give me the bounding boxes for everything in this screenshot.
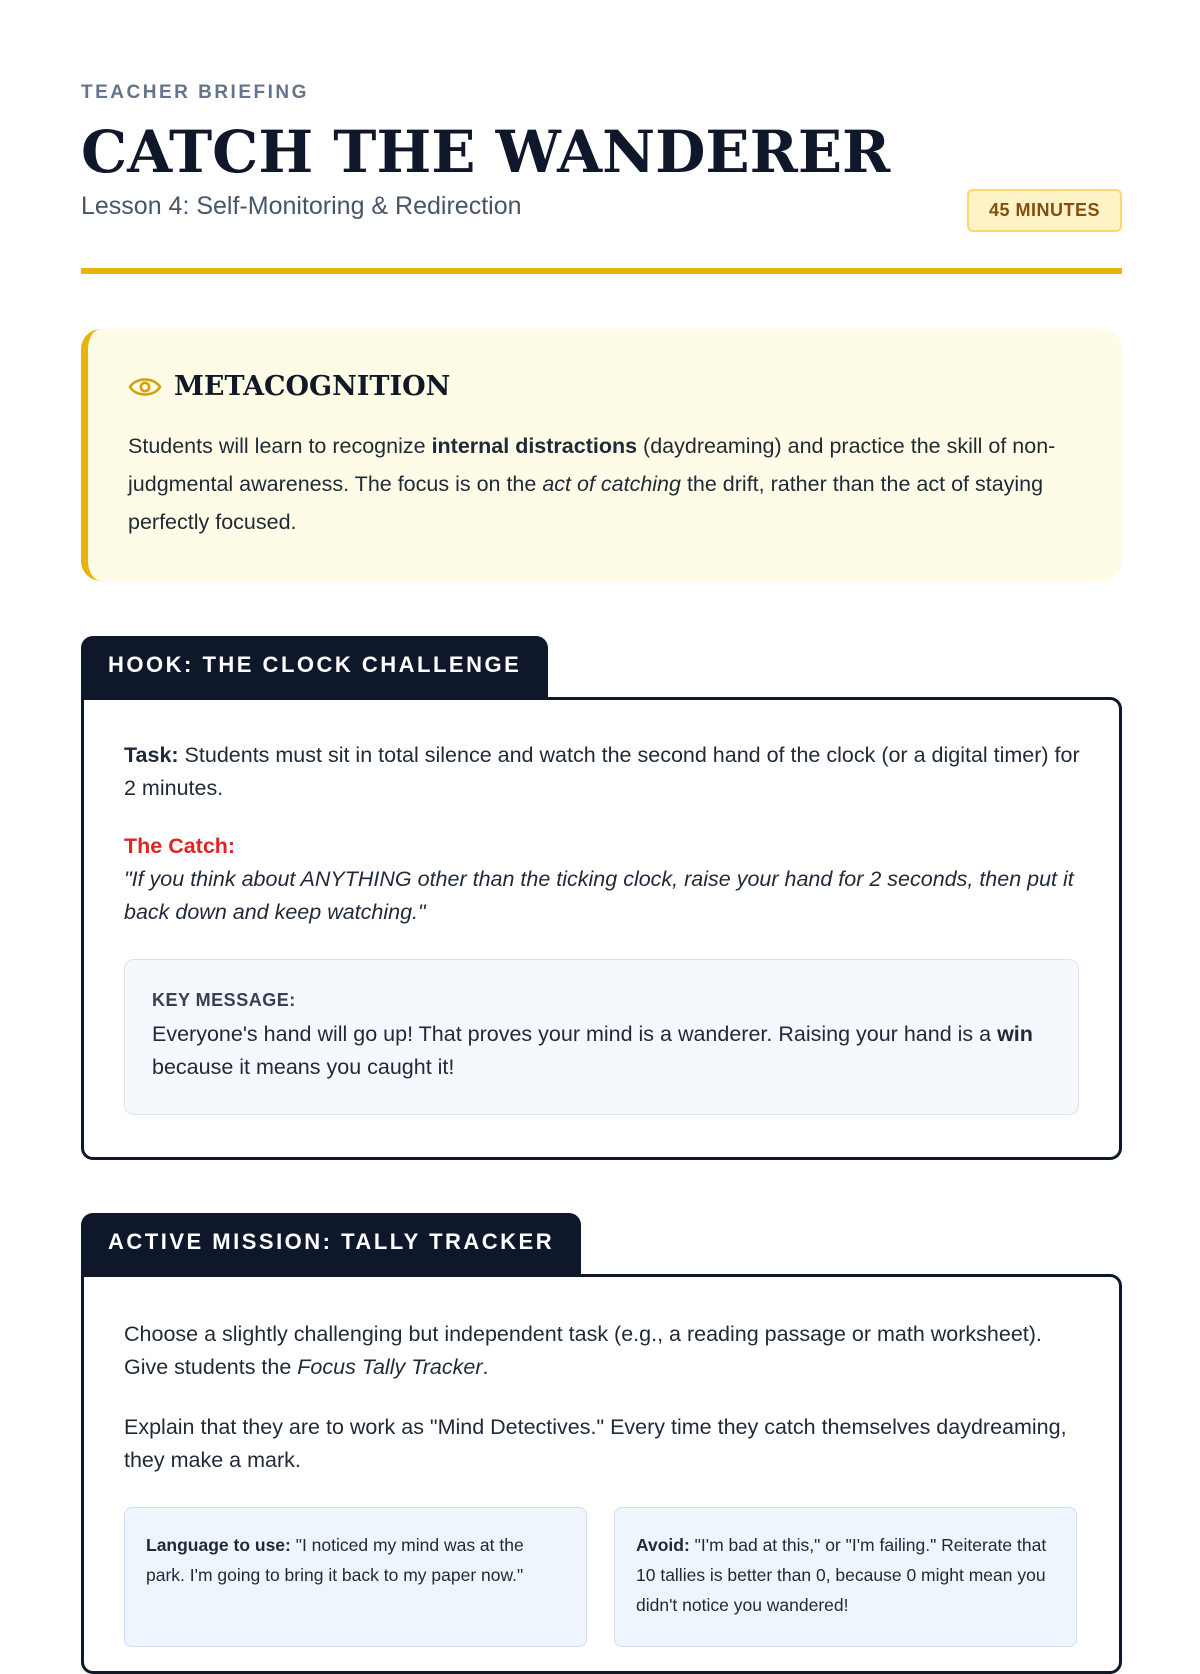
avoid-tip-card	[614, 1507, 1077, 1647]
metacognition-text: Students will learn to recognize internal distractions (daydreaming) and practice the skill of non-judgmental awareness. The focus is on the act of catching the drift, rather than the act of staying perfectly focused.	[128, 434, 1056, 534]
key-message-label: KEY MESSAGE:	[152, 990, 296, 1010]
duration-badge: 45 MINUTES	[967, 189, 1122, 232]
mission-section	[81, 1213, 1122, 1633]
mission-para-1: Choose a slightly challenging but independent task (e.g., a reading passage or math worksheet). Give students the Focus Tally Tracker.	[124, 1322, 1042, 1379]
key-message-text: Everyone's hand will go up! That proves your mind is a wanderer. Raising your hand is a win because it means you caught it!	[152, 1022, 1033, 1079]
metacognition-title: METACOGNITION	[174, 371, 451, 402]
hook-box	[81, 697, 1122, 1160]
metacognition-header	[128, 371, 450, 402]
mission-tab: ACTIVE MISSION: TALLY TRACKER	[81, 1213, 581, 1277]
page-title: CATCH THE WANDERER	[81, 118, 891, 186]
key-message-box	[124, 959, 1079, 1115]
metacognition-callout	[81, 329, 1122, 581]
avoid-tip-text: Avoid: "I'm bad at this," or "I'm failing." Reiterate that 10 tallies is better than 0, because 0 might mean you didn't notice you wandered!	[636, 1535, 1047, 1615]
language-tip-card	[124, 1507, 587, 1647]
hook-section	[81, 636, 1122, 1160]
eyebrow-label: TEACHER BRIEFING	[81, 82, 309, 103]
hook-catch	[124, 830, 1084, 929]
language-tip-text: Language to use: "I noticed my mind was at the park. I'm going to bring it back to my paper now."	[146, 1535, 524, 1585]
catch-quote: "If you think about ANYTHING other than the ticking clock, raise your hand for 2 seconds, then put it back down and keep watching."	[124, 867, 1074, 924]
header-divider	[81, 268, 1122, 274]
hook-task: Task: Students must sit in total silence and watch the second hand of the clock (or a digital timer) for 2 minutes.	[124, 743, 1080, 800]
catch-label: The Catch:	[124, 834, 236, 858]
mission-para-2: Explain that they are to work as "Mind Detectives." Every time they catch themselves daydreaming, they make a mark.	[124, 1415, 1067, 1472]
eye-icon	[128, 375, 162, 399]
hook-tab: HOOK: THE CLOCK CHALLENGE	[81, 636, 548, 700]
mission-box	[81, 1274, 1122, 1674]
lesson-subtitle: Lesson 4: Self-Monitoring & Redirection	[81, 192, 522, 220]
